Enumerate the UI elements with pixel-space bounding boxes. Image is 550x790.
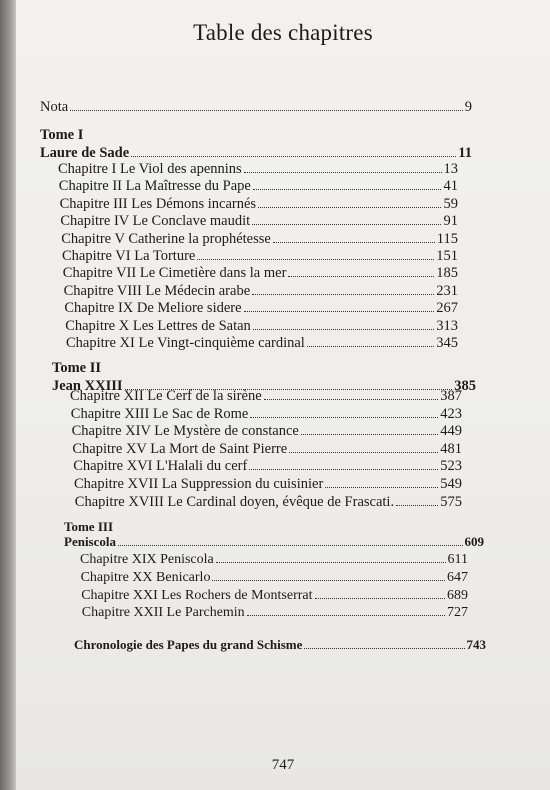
toc-chapter-label: Chapitre VII Le Cimetière dans la mer [62, 265, 287, 282]
tome-heading: Tome II [52, 360, 102, 376]
toc-chapter-label: Chapitre VIII Le Médecin arabe [63, 282, 251, 299]
toc-chapter-entry [80, 550, 468, 568]
toc-part-label: Peniscola [64, 534, 116, 549]
toc-entry-page: 743 [466, 637, 486, 652]
toc-chapter-label: Chapitre XV La Mort de Saint Pierre [72, 440, 288, 457]
toc-chapter-page: 481 [440, 440, 462, 457]
leader-dots [301, 422, 438, 435]
toc-entry-label: Nota [40, 99, 69, 115]
leader-dots [307, 334, 434, 347]
toc-chapter-page: 91 [443, 213, 458, 230]
toc-chapter-label: Chapitre XVI L'Halali du cerf [73, 458, 248, 475]
toc-chapter-label: Chapitre XX Benicarlo [80, 569, 211, 585]
page-title: Table des chapitres [193, 20, 373, 45]
leader-dots [118, 533, 463, 546]
tome-heading: Tome I [40, 127, 84, 143]
toc-chapter-entry [64, 282, 458, 300]
toc-chapter-label: Chapitre III Les Démons incarnés [59, 195, 257, 212]
page-number: 747 [271, 757, 295, 773]
toc-chapter-entry [71, 405, 462, 423]
toc-chapter-entry [75, 493, 462, 511]
toc-chapter-entry [63, 264, 458, 282]
leader-dots [325, 475, 438, 488]
toc-entry-chronologie [74, 636, 486, 653]
toc-chapter-label: Chapitre XI Le Vingt-cinquième cardinal [66, 335, 305, 351]
toc-chapter-page: 59 [443, 195, 458, 212]
leader-dots [216, 550, 446, 563]
book-page [16, 0, 550, 790]
toc-chapter-label: Chapitre I Le Viol des apennins [58, 161, 242, 177]
leader-dots [304, 636, 464, 649]
toc-part-label: Jean XXIII [52, 378, 123, 394]
toc-chapter-label: Chapitre V Catherine la prophétesse [61, 230, 271, 247]
toc-chapter-page: 387 [440, 388, 462, 404]
toc-chapter-entry [72, 440, 462, 458]
toc-chapter-entry [81, 568, 468, 586]
leader-dots [289, 440, 438, 453]
leader-dots [258, 195, 441, 208]
toc-part-page: 385 [454, 378, 476, 394]
leader-dots [315, 586, 445, 599]
toc-chapter-label: Chapitre XVII La Suppression du cuisinier [74, 476, 324, 492]
toc-part-label: Laure de Sade [40, 145, 130, 161]
toc-chapter-entry [59, 177, 458, 195]
toc-chapter-page: 523 [440, 458, 462, 475]
toc-chapter-page: 689 [446, 587, 468, 603]
toc-chapter-page: 267 [436, 300, 458, 317]
toc-chapter-entry [73, 457, 462, 475]
leader-dots [197, 247, 434, 260]
leader-dots [252, 212, 441, 225]
toc-part-page: 609 [464, 534, 484, 549]
toc-chapter-page: 313 [436, 317, 458, 334]
toc-chapter-label: Chapitre IX De Meliore sidere [64, 300, 242, 317]
leader-dots [250, 405, 438, 418]
leader-dots [253, 317, 434, 330]
toc-chapter-entry [82, 603, 468, 621]
leader-dots [244, 160, 442, 173]
toc-chapter-label: Chapitre X Les Lettres de Satan [65, 317, 251, 334]
toc-chapter-label: Chapitre XII Le Cerf de la sirène [70, 388, 262, 404]
leader-dots [244, 299, 435, 312]
toc-chapter-entry [60, 195, 458, 213]
toc-chapter-label: Chapitre XXII Le Parchemin [81, 605, 245, 621]
toc-chapter-label: Chapitre XIV Le Mystère de constance [71, 423, 299, 440]
leader-dots [396, 493, 438, 506]
toc-chapter-entry [64, 299, 458, 317]
toc-chapter-page: 549 [440, 476, 462, 492]
toc-chapter-page: 647 [446, 569, 468, 585]
toc-part [64, 533, 484, 550]
toc-entry-nota [40, 98, 472, 116]
toc-entry-label: Chronologie des Papes du grand Schisme [74, 637, 303, 652]
toc-chapter-page: 41 [443, 178, 458, 195]
toc-chapter-label: Chapitre VI La Torture [62, 248, 196, 264]
toc-chapter-entry [60, 212, 458, 230]
toc-chapter-label: Chapitre XIII Le Sac de Rome [70, 405, 249, 422]
toc-chapter-entry [65, 317, 458, 335]
leader-dots [288, 264, 434, 277]
leader-dots [247, 603, 445, 616]
leader-dots [212, 568, 445, 581]
toc-chapter-entry [70, 387, 462, 405]
toc-chapter-page: 231 [436, 282, 458, 299]
toc-chapter-entry [62, 247, 458, 265]
leader-dots [252, 282, 434, 295]
leader-dots [264, 387, 439, 400]
toc-chapter-label: Chapitre XIX Peniscola [80, 552, 214, 567]
tome-heading: Tome III [64, 519, 114, 534]
leader-dots [253, 177, 442, 190]
toc-chapter-entry [74, 475, 462, 493]
toc-chapter-page: 115 [436, 230, 458, 247]
toc-chapter-page: 611 [447, 552, 468, 567]
leader-dots [70, 98, 463, 111]
toc-chapter-label: Chapitre II La Maîtresse du Pape [58, 178, 251, 195]
toc-chapter-page: 575 [440, 493, 462, 510]
toc-entry-page: 9 [464, 99, 472, 115]
leader-dots [249, 457, 438, 470]
toc-chapter-entry [61, 230, 458, 248]
toc-chapter-entry [58, 160, 458, 178]
toc-chapter-page: 727 [446, 605, 468, 621]
toc-chapter-page: 449 [440, 423, 462, 440]
toc-chapter-page: 423 [440, 405, 462, 422]
toc-chapter-page: 185 [436, 265, 458, 282]
toc-chapter-label: Chapitre XXI Les Rochers de Montserrat [81, 587, 313, 603]
toc-chapter-label: Chapitre XVIII Le Cardinal doyen, évêque de Frascati. [74, 493, 395, 510]
leader-dots [131, 144, 456, 157]
toc-chapter-page: 151 [436, 248, 458, 264]
toc-chapter-entry [66, 334, 458, 352]
toc-chapter-page: 345 [436, 335, 458, 351]
toc-chapter-page: 13 [443, 161, 458, 177]
toc-chapter-label: Chapitre IV Le Conclave maudit [60, 213, 251, 230]
toc-part-page: 11 [458, 145, 472, 161]
leader-dots [273, 230, 435, 243]
toc-chapter-entry [72, 422, 462, 440]
toc-chapter-entry [81, 586, 468, 604]
